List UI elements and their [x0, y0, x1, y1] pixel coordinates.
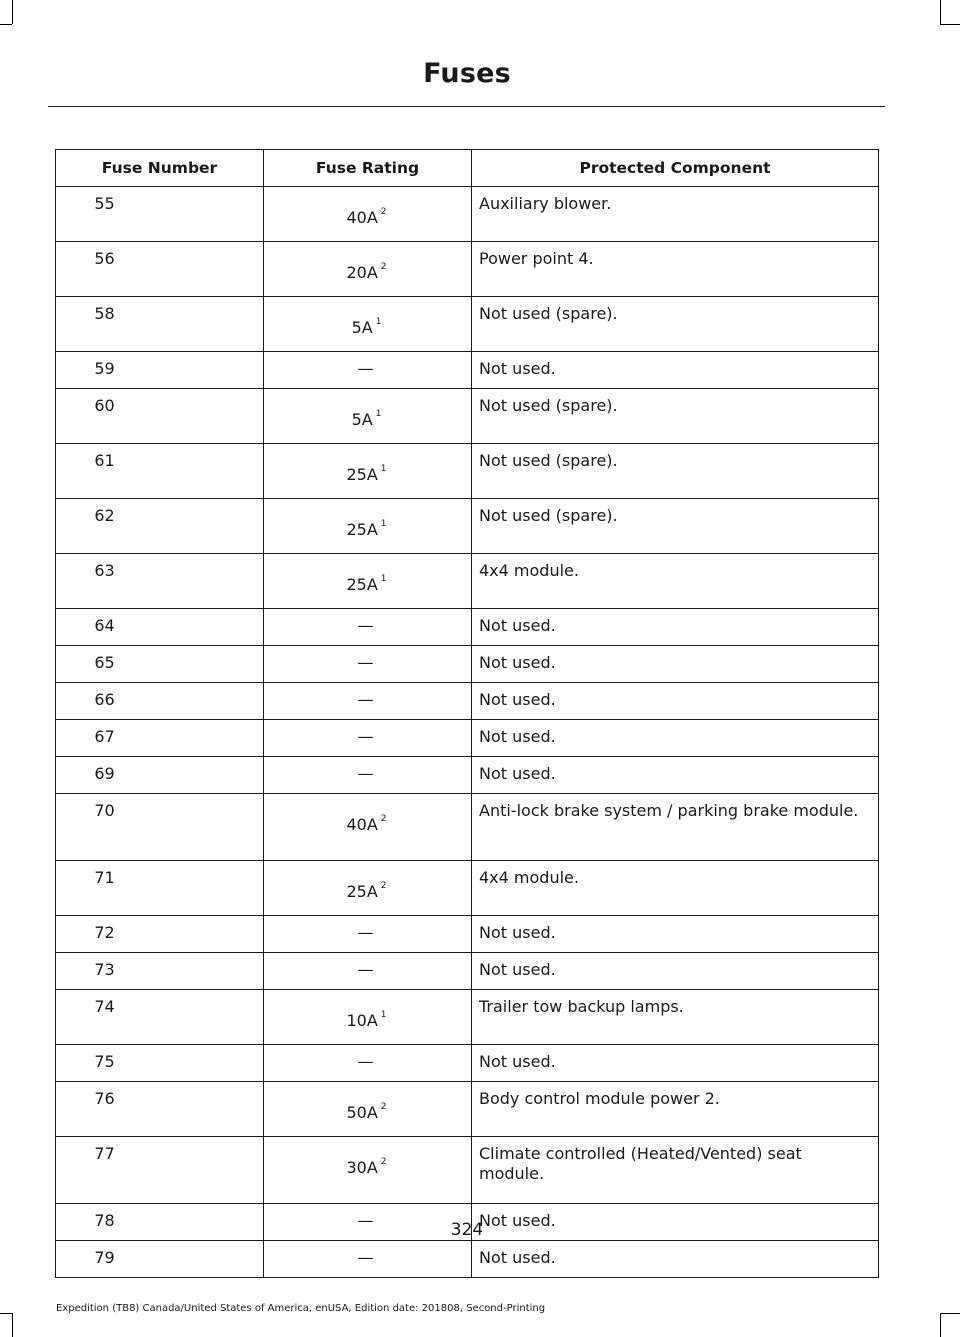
- fuse-rating: 50A: [346, 1103, 378, 1122]
- table-row: [56, 389, 879, 444]
- protected-component: Auxiliary blower.: [472, 187, 879, 242]
- fuse-number-cell: [56, 499, 264, 554]
- fuse-number: 75: [94, 1052, 115, 1071]
- fuse-rating: —: [357, 1248, 374, 1267]
- fuse-number: 59: [94, 359, 115, 378]
- fuse-rating: 5A: [351, 410, 373, 429]
- fuse-number-cell: [56, 720, 264, 757]
- fuse-rating-cell: [264, 990, 472, 1045]
- table-header-row: [56, 150, 879, 187]
- fuse-number: 77: [94, 1144, 115, 1163]
- fuse-number: 65: [94, 653, 115, 672]
- fuse-rating: —: [357, 1052, 374, 1071]
- fuse-number-cell: [56, 683, 264, 720]
- protected-component: Not used (spare).: [472, 499, 879, 554]
- footnote-marker: 2: [380, 262, 387, 272]
- protected-component: Not used.: [472, 953, 879, 990]
- fuse-number: 69: [94, 764, 115, 783]
- protected-component: 4x4 module.: [472, 554, 879, 609]
- fuse-number-cell: [56, 554, 264, 609]
- fuse-table-body: [56, 187, 879, 1278]
- footnote-marker: 2: [380, 207, 387, 217]
- fuse-rating: 25A: [346, 575, 378, 594]
- fuse-number-cell: [56, 794, 264, 861]
- fuse-rating: —: [357, 923, 374, 942]
- fuse-rating-cell: [264, 297, 472, 352]
- fuse-rating: 20A: [346, 263, 378, 282]
- footnote-marker: 2: [380, 1102, 387, 1112]
- fuse-number: 79: [94, 1248, 115, 1267]
- footnote-marker: 1: [380, 1010, 387, 1020]
- protected-component: Body control module power 2.: [472, 1082, 879, 1137]
- fuse-number-cell: [56, 916, 264, 953]
- fuse-number-cell: [56, 187, 264, 242]
- table-row: [56, 242, 879, 297]
- fuse-rating: 40A: [346, 815, 378, 834]
- fuse-rating: 5A: [351, 318, 373, 337]
- fuse-rating: 40A: [346, 208, 378, 227]
- fuse-rating-cell: [264, 609, 472, 646]
- footnote-marker: 2: [380, 814, 387, 824]
- protected-component: Power point 4.: [472, 242, 879, 297]
- fuse-number-cell: [56, 646, 264, 683]
- fuse-number-cell: [56, 953, 264, 990]
- fuse-number-cell: [56, 1137, 264, 1204]
- fuse-number-cell: [56, 990, 264, 1045]
- fuse-number: 63: [94, 561, 115, 580]
- fuse-number: 73: [94, 960, 115, 979]
- table-row: [56, 720, 879, 757]
- fuse-rating-cell: [264, 352, 472, 389]
- protected-component: Not used.: [472, 1045, 879, 1082]
- column-header-fuse-number: Fuse Number: [56, 150, 264, 187]
- crop-mark: [12, 1313, 13, 1337]
- protected-component: Not used (spare).: [472, 297, 879, 352]
- fuse-rating-cell: [264, 554, 472, 609]
- protected-component: Trailer tow backup lamps.: [472, 990, 879, 1045]
- crop-mark: [940, 0, 941, 24]
- edition-footer: Expedition (TB8) Canada/United States of America, enUSA, Edition date: 201808, Second-Printing: [56, 1303, 546, 1314]
- title-divider: [48, 106, 885, 107]
- table-row: [56, 683, 879, 720]
- fuse-rating: 10A: [346, 1011, 378, 1030]
- table-row: [56, 187, 879, 242]
- fuse-number: 58: [94, 304, 115, 323]
- crop-mark: [0, 1313, 12, 1314]
- fuse-number: 62: [94, 506, 115, 525]
- protected-component: Not used.: [472, 757, 879, 794]
- protected-component: 4x4 module.: [472, 861, 879, 916]
- footnote-marker: 1: [380, 519, 387, 529]
- fuse-rating-cell: [264, 916, 472, 953]
- protected-component: Not used.: [472, 1241, 879, 1278]
- fuse-rating-cell: [264, 1137, 472, 1204]
- fuse-number-cell: [56, 861, 264, 916]
- fuse-rating: —: [357, 727, 374, 746]
- footnote-marker: 1: [375, 409, 382, 419]
- crop-mark: [0, 24, 12, 25]
- fuse-number-cell: [56, 1241, 264, 1278]
- fuse-number-cell: [56, 389, 264, 444]
- fuse-number-cell: [56, 1082, 264, 1137]
- fuse-number: 56: [94, 249, 115, 268]
- table-row: [56, 861, 879, 916]
- protected-component: Not used.: [472, 1204, 879, 1241]
- column-header-fuse-rating: Fuse Rating: [264, 150, 472, 187]
- protected-component: Anti-lock brake system / parking brake module.: [472, 794, 879, 861]
- fuse-number-cell: [56, 609, 264, 646]
- fuse-rating: —: [357, 616, 374, 635]
- table-row: [56, 646, 879, 683]
- fuse-number: 72: [94, 923, 115, 942]
- footnote-marker: 1: [380, 574, 387, 584]
- protected-component: Not used.: [472, 646, 879, 683]
- fuse-rating: 25A: [346, 520, 378, 539]
- fuse-rating-cell: [264, 720, 472, 757]
- fuse-rating-cell: [264, 861, 472, 916]
- fuse-table: [55, 149, 879, 1278]
- fuse-rating: —: [357, 960, 374, 979]
- fuse-rating-cell: [264, 242, 472, 297]
- fuse-rating-cell: [264, 683, 472, 720]
- crop-mark: [940, 24, 960, 25]
- table-row: [56, 953, 879, 990]
- fuse-rating: 25A: [346, 465, 378, 484]
- table-row: [56, 757, 879, 794]
- fuse-number: 64: [94, 616, 115, 635]
- fuse-number-cell: [56, 444, 264, 499]
- fuse-rating: —: [357, 690, 374, 709]
- table-row: [56, 609, 879, 646]
- footnote-marker: 2: [380, 881, 387, 891]
- protected-component: Not used.: [472, 720, 879, 757]
- table-row: [56, 916, 879, 953]
- table-row: [56, 1045, 879, 1082]
- footnote-marker: 1: [375, 317, 382, 327]
- table-row: [56, 352, 879, 389]
- fuse-number-cell: [56, 352, 264, 389]
- fuse-rating: 30A: [346, 1158, 378, 1177]
- page-title: Fuses: [423, 58, 511, 89]
- protected-component: Not used.: [472, 609, 879, 646]
- table-row: [56, 990, 879, 1045]
- table-row: [56, 444, 879, 499]
- fuse-number-cell: [56, 297, 264, 352]
- fuse-rating-cell: [264, 757, 472, 794]
- fuse-number: 70: [94, 801, 115, 820]
- table-row: [56, 297, 879, 352]
- fuse-rating-cell: [264, 646, 472, 683]
- protected-component: Not used.: [472, 683, 879, 720]
- fuse-rating-cell: [264, 1241, 472, 1278]
- fuse-rating: —: [357, 764, 374, 783]
- fuse-rating: —: [357, 653, 374, 672]
- fuse-rating-cell: [264, 187, 472, 242]
- footnote-marker: 1: [380, 464, 387, 474]
- fuse-rating: 25A: [346, 882, 378, 901]
- fuse-number: 60: [94, 396, 115, 415]
- crop-mark: [940, 1313, 941, 1337]
- fuse-number: 66: [94, 690, 115, 709]
- table-row: [56, 1137, 879, 1204]
- fuse-number: 55: [94, 194, 115, 213]
- crop-mark: [12, 0, 13, 24]
- fuse-rating-cell: [264, 389, 472, 444]
- fuse-number: 61: [94, 451, 115, 470]
- protected-component: Not used.: [472, 352, 879, 389]
- fuse-number: 76: [94, 1089, 115, 1108]
- fuse-rating-cell: [264, 444, 472, 499]
- protected-component: Climate controlled (Heated/Vented) seat module.: [472, 1137, 879, 1204]
- table-row: [56, 1241, 879, 1278]
- protected-component: Not used.: [472, 916, 879, 953]
- fuse-rating-cell: [264, 953, 472, 990]
- crop-mark: [940, 1313, 960, 1314]
- fuse-rating: —: [357, 1211, 374, 1230]
- fuse-number: 74: [94, 997, 115, 1016]
- fuse-number-cell: [56, 242, 264, 297]
- fuse-rating-cell: [264, 1082, 472, 1137]
- protected-component: Not used (spare).: [472, 389, 879, 444]
- table-row: [56, 554, 879, 609]
- protected-component: Not used (spare).: [472, 444, 879, 499]
- fuse-number-cell: [56, 1045, 264, 1082]
- table-row: [56, 794, 879, 861]
- footnote-marker: 2: [380, 1157, 387, 1167]
- column-header-protected-component: Protected Component: [472, 150, 879, 187]
- fuse-rating-cell: [264, 1045, 472, 1082]
- table-row: [56, 499, 879, 554]
- fuse-number-cell: [56, 757, 264, 794]
- fuse-number: 78: [94, 1211, 115, 1230]
- fuse-rating-cell: [264, 794, 472, 861]
- table-row: [56, 1082, 879, 1137]
- fuse-number: 67: [94, 727, 115, 746]
- fuse-rating-cell: [264, 499, 472, 554]
- fuse-number: 71: [94, 868, 115, 887]
- page-number: 324: [450, 1220, 484, 1240]
- fuse-rating: —: [357, 359, 374, 378]
